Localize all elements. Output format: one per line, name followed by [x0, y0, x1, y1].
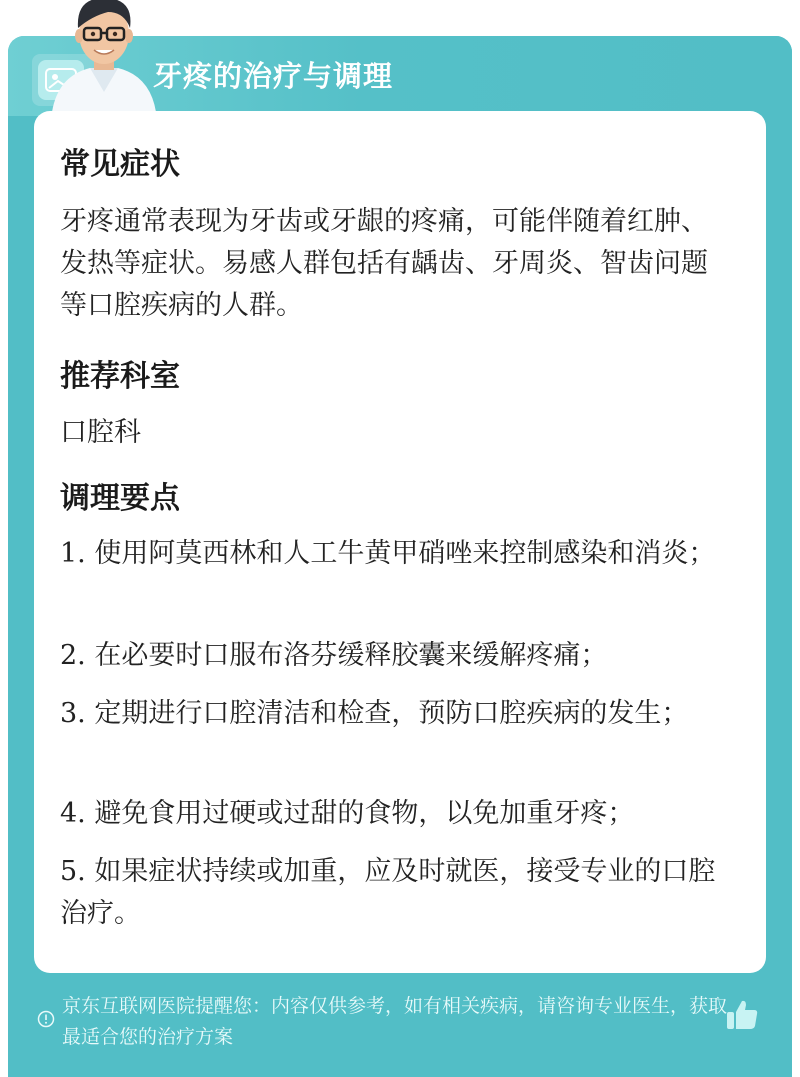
- tip-text: 定期进行口腔清洁和检查，预防口腔疾病的发生；: [94, 698, 689, 729]
- info-circle-icon: [37, 1010, 55, 1028]
- tip-item: [60, 635, 730, 677]
- section-title-department: 推荐科室: [60, 359, 180, 394]
- tip-number: 2.: [60, 640, 86, 671]
- thumbs-up-icon[interactable]: [724, 997, 760, 1033]
- section-title-symptoms: 常见症状: [60, 147, 180, 182]
- tip-text: 如果症状持续或加重，应及时就医，接受专业的口腔治疗。: [60, 856, 716, 929]
- tip-text: 使用阿莫西林和人工牛黄甲硝唑来控制感染和消炎；: [94, 538, 716, 569]
- tip-number: 5.: [60, 856, 86, 887]
- content-card: [34, 111, 766, 973]
- tip-number: 1.: [60, 538, 86, 569]
- disclaimer-text: 京东互联网医院提醒您：内容仅供参考，如有相关疾病，请咨询专业医生，获取最适合您的治疗方案: [62, 995, 728, 1048]
- tip-text: 在必要时口服布洛芬缓释胶囊来缓解疼痛；: [94, 640, 608, 671]
- department-text: 口腔科: [60, 417, 141, 448]
- symptoms-text: 牙疼通常表现为牙齿或牙龈的疼痛，可能伴随着红肿、发热等症状。易感人群包括有龋齿、牙周炎、智齿问题等口腔疾病的人群。: [60, 206, 708, 321]
- doctor-avatar: [44, 0, 164, 112]
- tip-item: [60, 533, 730, 575]
- tip-number: 3.: [60, 698, 86, 729]
- tip-item: [60, 793, 730, 835]
- page-title: 牙疼的治疗与调理: [153, 59, 394, 93]
- tip-text: 避免食用过硬或过甜的食物，以免加重牙疼；: [94, 798, 635, 829]
- section-title-care-tips: 调理要点: [60, 481, 180, 516]
- tip-item: [60, 851, 730, 935]
- tip-number: 4.: [60, 798, 86, 829]
- tip-item: [60, 693, 730, 735]
